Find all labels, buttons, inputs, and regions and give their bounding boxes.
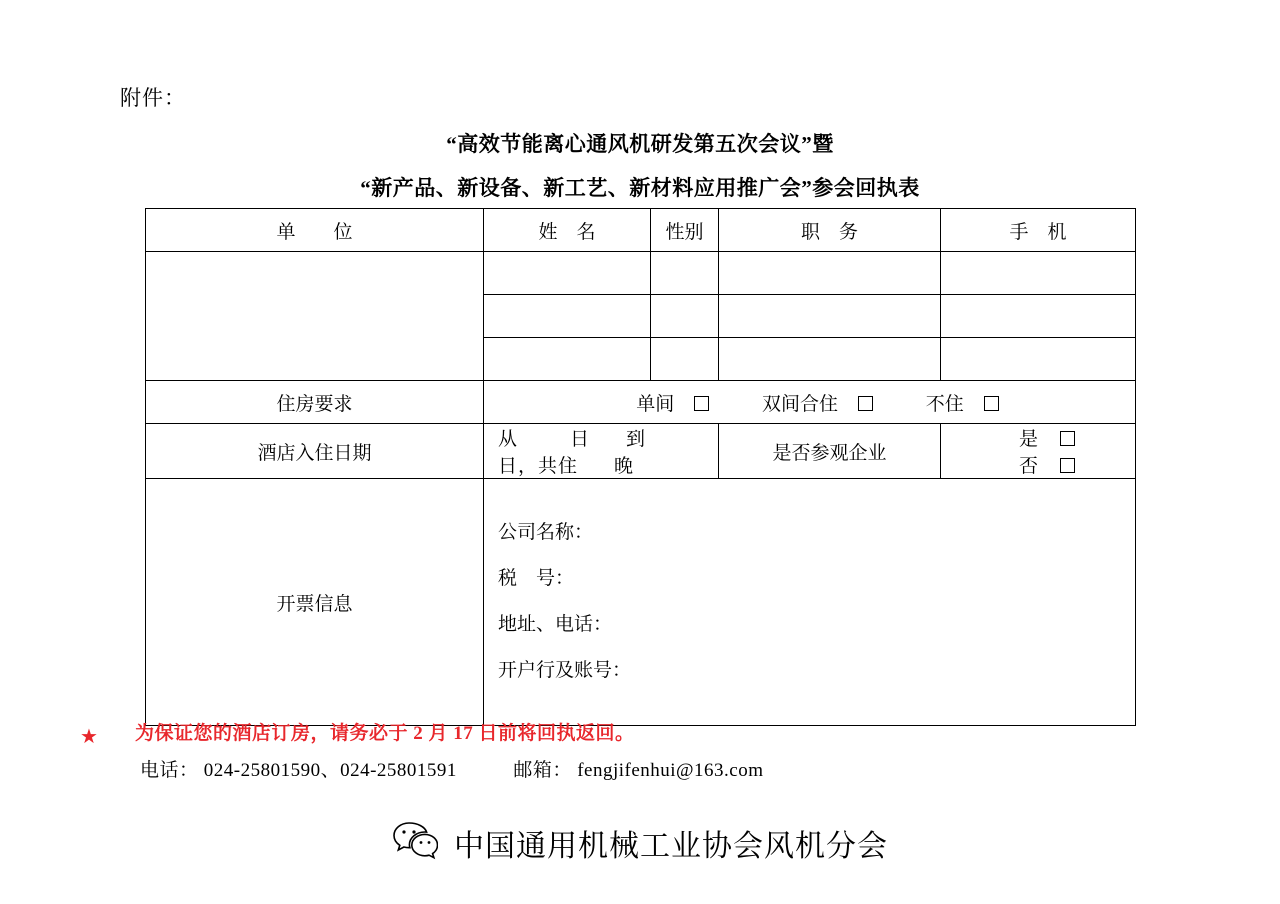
cell-name-input[interactable]	[484, 295, 651, 338]
checkin-day2-label: 日，共住	[498, 456, 579, 477]
cell-position-input[interactable]	[719, 338, 941, 381]
checkin-to-label: 到	[626, 429, 647, 450]
header-mobile: 手 机	[941, 209, 1136, 252]
header-name: 姓 名	[484, 209, 651, 252]
title-line-2: “新产品、新设备、新工艺、新材料应用推广会”参会回执表	[360, 176, 920, 200]
checkin-from-label: 从	[498, 429, 519, 450]
visit-option-yes[interactable]	[1001, 424, 1075, 451]
receipt-table	[145, 208, 1136, 726]
contact-phone-label: 电话：	[140, 760, 199, 781]
checkbox-icon[interactable]	[1060, 431, 1075, 446]
cell-gender-input[interactable]	[651, 338, 719, 381]
title-line-1: “高效节能离心通风机研发第五次会议”暨	[446, 132, 834, 156]
checkin-label: 酒店入住日期	[146, 424, 484, 479]
cell-name-input[interactable]	[484, 338, 651, 381]
visit-option-no-label: 否	[1018, 456, 1038, 477]
checkbox-icon[interactable]	[858, 396, 873, 411]
contact-line	[140, 755, 764, 782]
cell-position-input[interactable]	[719, 252, 941, 295]
cell-unit-input[interactable]	[146, 252, 484, 381]
document-title	[0, 122, 1280, 210]
contact-email-label: 邮箱：	[513, 760, 572, 781]
checkin-day1-label: 日	[570, 429, 591, 450]
invoice-field-address-phone[interactable]: 地址、电话：	[498, 614, 613, 635]
housing-option-single[interactable]	[620, 389, 709, 416]
visit-option-yes-label: 是	[1018, 429, 1038, 450]
contact-email-value: fengjifenhui@163.com	[577, 760, 764, 781]
invoice-field-taxid[interactable]: 税 号：	[498, 568, 575, 589]
housing-option-share-label: 双间合住	[761, 393, 838, 415]
cell-mobile-input[interactable]	[941, 252, 1136, 295]
header-position: 职 务	[719, 209, 941, 252]
checkin-date-input[interactable]	[484, 424, 719, 479]
cell-mobile-input[interactable]	[941, 338, 1136, 381]
housing-label: 住房要求	[146, 381, 484, 424]
housing-option-none-label: 不住	[925, 393, 964, 415]
checkin-night-label: 晚	[614, 456, 635, 477]
footer	[0, 820, 1280, 865]
header-unit: 单 位	[146, 209, 484, 252]
star-icon: ★	[80, 726, 98, 748]
checkbox-icon[interactable]	[1060, 458, 1075, 473]
visit-option-no[interactable]	[1001, 451, 1075, 478]
attachment-label: 附件：	[120, 86, 186, 110]
notice-text: 为保证您的酒店订房，请务必于 2 月 17 日前将回执返回。	[135, 723, 635, 744]
table-header-row	[146, 209, 1136, 252]
cell-name-input[interactable]	[484, 252, 651, 295]
invoice-row	[146, 479, 1136, 726]
housing-option-none[interactable]	[910, 389, 999, 416]
visit-options[interactable]	[941, 424, 1136, 479]
cell-gender-input[interactable]	[651, 295, 719, 338]
contact-phone-value: 024-25801590、024-25801591	[203, 760, 457, 781]
checkbox-icon[interactable]	[984, 396, 999, 411]
visit-label: 是否参观企业	[719, 424, 941, 479]
housing-options[interactable]	[484, 381, 1136, 424]
checkin-row	[146, 424, 1136, 479]
cell-position-input[interactable]	[719, 295, 941, 338]
housing-option-share[interactable]	[746, 389, 873, 416]
invoice-field-company[interactable]: 公司名称：	[498, 522, 594, 543]
cell-mobile-input[interactable]	[941, 295, 1136, 338]
checkbox-icon[interactable]	[694, 396, 709, 411]
cell-gender-input[interactable]	[651, 252, 719, 295]
invoice-label: 开票信息	[146, 479, 484, 726]
housing-option-single-label: 单间	[636, 393, 675, 415]
table-row[interactable]	[146, 252, 1136, 295]
header-gender: 性别	[651, 209, 719, 252]
housing-row	[146, 381, 1136, 424]
invoice-field-bank-account[interactable]: 开户行及账号：	[498, 660, 632, 681]
wechat-icon	[392, 820, 438, 865]
footer-inner	[392, 820, 888, 865]
footer-text: 中国通用机械工业协会风机分会	[454, 829, 888, 863]
invoice-fields[interactable]	[484, 479, 1136, 726]
